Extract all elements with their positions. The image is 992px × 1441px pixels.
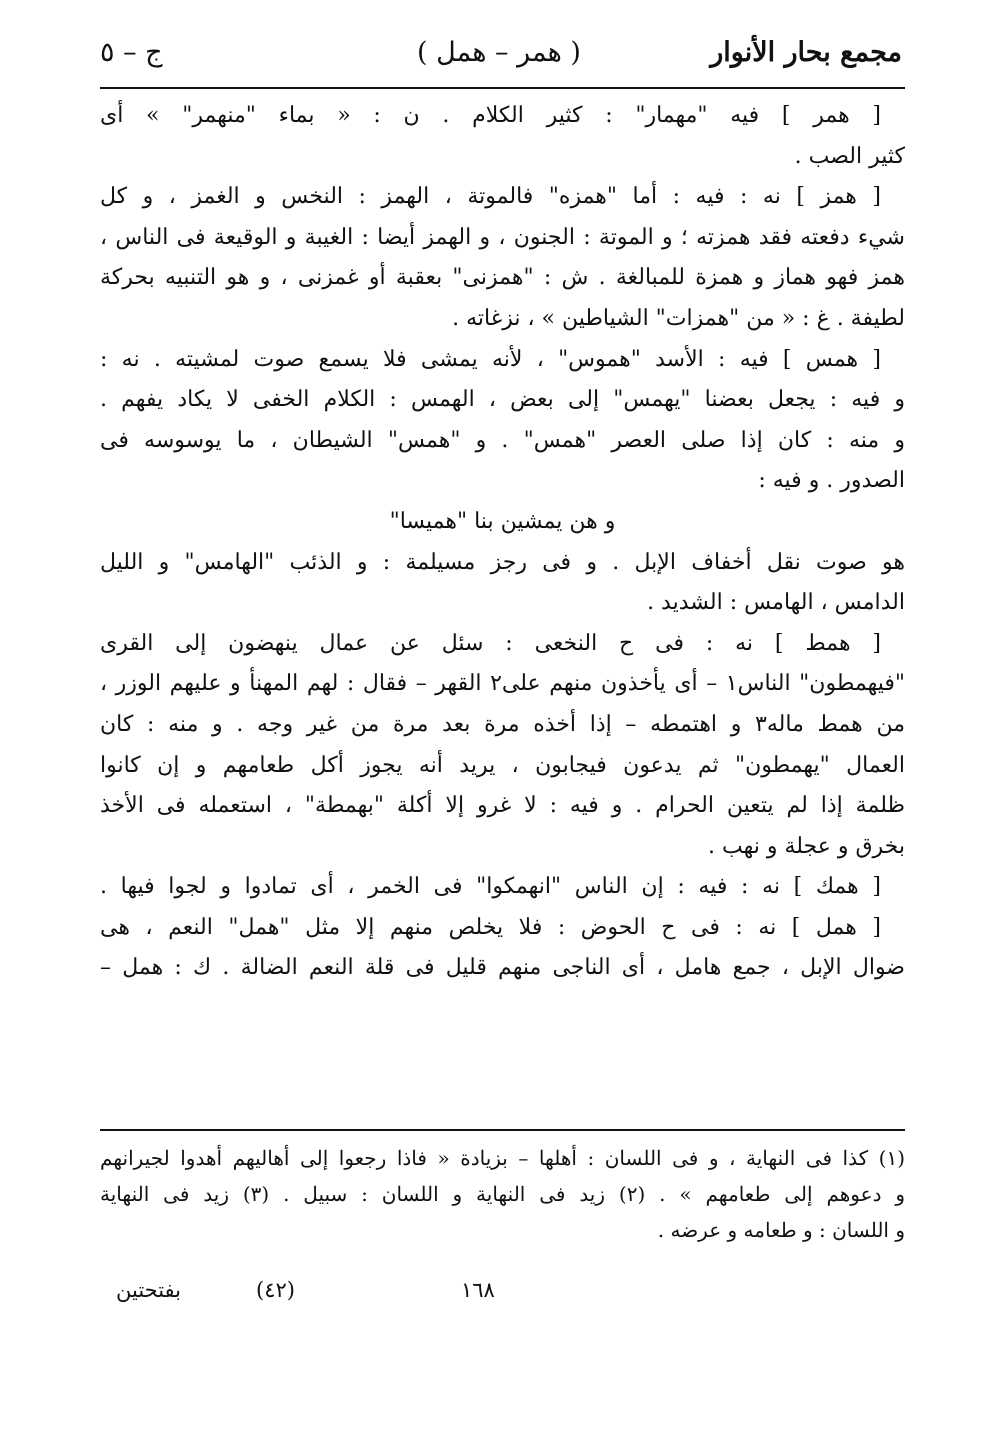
footnote-line: (١) كذا فى النهاية ، و فى اللسان : أهلها – بزيادة « فاذا رجعوا إلى أهاليهم أهدوا لجيرانهم [100,1146,905,1170]
footnote-line: و دعوهم إلى طعامهم » . (٢) زيد فى النهاية و اللسان : سبيل . (٣) زيد فى النهاية [100,1182,905,1206]
body-text [100,96,905,989]
header-rule [100,87,905,89]
text-line: من همط ماله٣ و اهتمطه – إذا أخذه مرة بعد مرة من غير وجه . و منه : كان [100,711,905,737]
text-line: الدامس ، الهامس : الشديد . [647,590,905,616]
catchword: بفتحتين [116,1278,182,1302]
text-line: "فيهمطون" الناس١ – أى يأخذون منهم على٢ القهر – فقال : لهم المهنأ و عليهم الوزر ، [100,671,905,697]
book-title: مجمع بحار الأنوار [710,37,902,68]
entry-range: ( همر – همل ) [417,37,581,68]
text-line: بخرق و عجلة و نهب . [707,833,905,859]
text-line: همز فهو هماز و همزة للمبالغة . ش : "همزنى" بعقبة أو غمزنى ، و هو التنبيه بحركة [100,265,905,291]
footnote-rule [100,1129,905,1131]
text-line: [ همط ] نه : فى ح النخعى : سئل عن عمال ينهضون إلى القرى [100,630,881,656]
text-line: ظلمة إذا لم يتعين الحرام . و فيه : لا غرو إلا أكلة "بهمطة" ، استعمله فى الأخذ [100,793,905,819]
text-line: [ همر ] فيه "مهمار" : كثير الكلام . ن : « بماء "منهمر" » أى [100,103,881,128]
footnote-line: و اللسان : و طعامه و عرضه . [657,1218,905,1242]
footnotes [100,1140,905,1248]
verse-line: و هن يمشين بنا "هميسا" [389,508,616,534]
page-footer [96,1270,896,1310]
text-line: ضوال الإبل ، جمع هامل ، أى الناجى منهم قليل فى قلة النعم الضالة . ك : همل – [100,955,905,981]
text-line: لطيفة . غ : « من "همزات" الشياطين » ، نزغاته . [452,305,905,331]
text-line: و فيه : يجعل بعضنا "يهمس" إلى بعض ، الهمس : الكلام الخفى لا يكاد يفهم . [100,387,905,413]
text-line: العمال "يهمطون" ثم يدعون فيجابون ، يريد أنه يجوز أكل طعامهم و إن كانوا [100,752,905,778]
volume-label: ج – ٥ [100,37,163,68]
text-line: [ همس ] فيه : الأسد "هموس" ، لأنه يمشى فلا يسمع صوت لمشيته . نه : [100,346,881,372]
text-line: [ همل ] نه : فى ح الحوض : فلا يخلص منهم إلا مثل "همل" النعم ، هى [100,914,881,940]
text-line: [ همك ] نه : فيه : إن الناس "انهمكوا" فى الخمر ، أى تمادوا و لجوا فيها . [100,874,881,900]
text-line: كثير الصب . [794,143,905,169]
running-header [96,30,902,76]
page-number: ١٦٨ [461,1278,495,1302]
text-line: الصدور . و فيه : [758,468,905,494]
text-line: و منه : كان إذا صلى العصر "همس" . و "همس" الشيطان ، ما يوسوسه فى [100,427,905,453]
text-line: [ همز ] نه : فيه : أما "همزه" فالموتة ، الهمز : النخس و الغمز ، و كل [100,184,881,210]
text-line: هو صوت نقل أخفاف الإبل . و فى رجز مسيلمة : و الذئب "الهامس" و الليل [100,549,905,575]
signature-number: (٤٢) [256,1278,295,1302]
text-line: شيء دفعته فقد همزته ؛ و الموتة : الجنون ، و الهمز أيضا : الغيبة و الوقيعة فى الناس ، [100,224,905,250]
